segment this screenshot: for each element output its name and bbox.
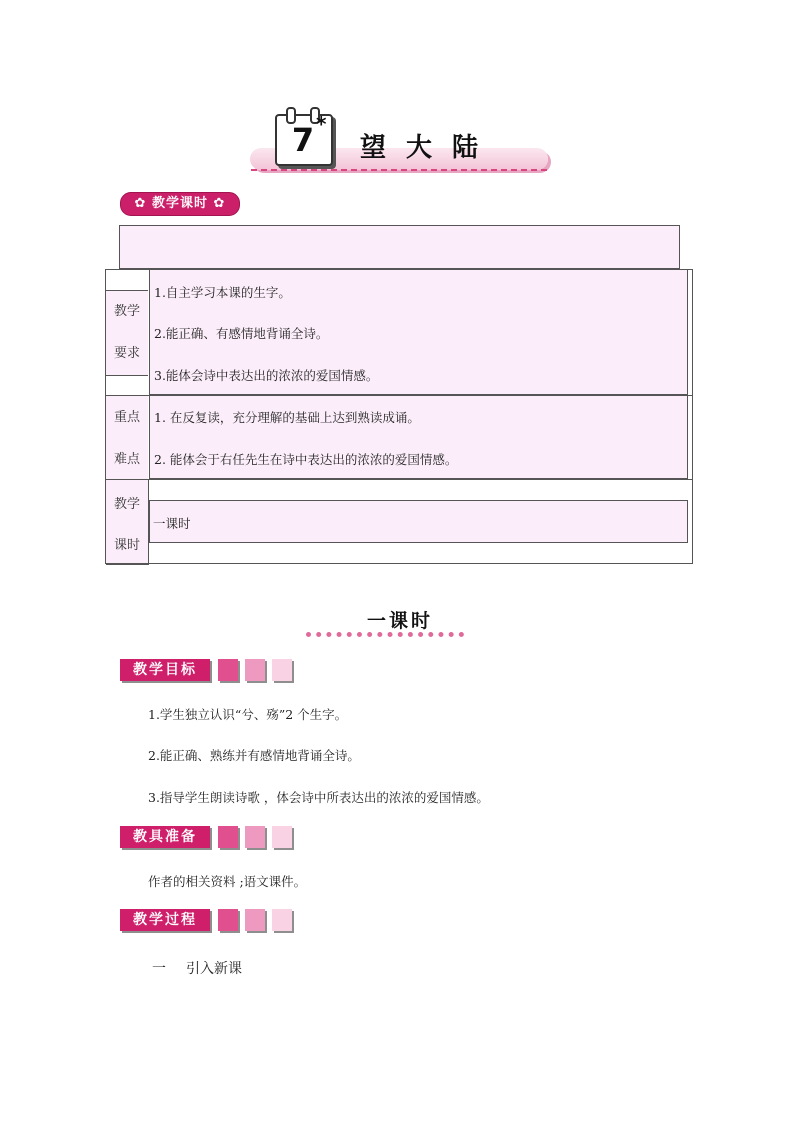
star-icon: ✿ — [213, 196, 226, 211]
requirement-item: 3.能体会诗中表达出的浓浓的爱国情感。 — [154, 368, 379, 383]
key-point-item: 1. 在反复读，充分理解的基础上达到熟读成诵。 — [154, 410, 420, 425]
goal-item: 3.指导学生朗读诗歌 ，体会诗中所表达出的浓浓的爱国情感。 — [148, 790, 489, 805]
title-dashed-underline — [251, 169, 547, 171]
requirements-label-1: 教学 — [113, 304, 140, 319]
goal-item: 2.能正确、熟练并有感情地背诵全诗。 — [148, 748, 360, 763]
lesson-number: 7 — [291, 121, 315, 159]
lesson-time-tag — [120, 192, 240, 216]
requirement-item: 2.能正确、有感情地背诵全诗。 — [154, 326, 329, 341]
decor-square-icon — [245, 659, 265, 681]
tools-label: 教具准备 — [120, 826, 210, 848]
hours-label-1: 教学 — [113, 497, 140, 512]
goals-label: 教学目标 — [120, 659, 210, 681]
table-row-divider — [106, 479, 692, 480]
decor-square-icon — [245, 826, 265, 848]
decor-square-icon — [272, 909, 292, 931]
process-label: 教学过程 — [120, 909, 210, 931]
section-heading-underline — [306, 632, 464, 637]
decor-square-icon — [218, 909, 238, 931]
decor-square-icon — [218, 826, 238, 848]
process-step-title: 引入新课 — [186, 961, 242, 977]
requirements-label-cell — [106, 290, 148, 376]
table-frame-right — [692, 269, 693, 564]
table-bottom-line — [106, 563, 693, 564]
key-point-item: 2. 能体会于右任先生在诗中表达出的浓浓的爱国情感。 — [154, 452, 458, 467]
decor-square-icon — [245, 909, 265, 931]
key-points-label-1: 重点 — [113, 410, 140, 425]
lesson-star: * — [316, 112, 327, 136]
page-title: 望大陆 — [360, 133, 499, 163]
decor-square-icon — [272, 826, 292, 848]
section-heading: 一课时 — [366, 610, 433, 632]
lesson-time-tag-label: 教学课时 — [151, 196, 208, 211]
requirements-label-2: 要求 — [113, 346, 140, 361]
hours-cell — [149, 500, 688, 543]
decor-square-icon — [218, 659, 238, 681]
decor-square-icon — [272, 659, 292, 681]
star-icon: ✿ — [134, 196, 147, 211]
hours-value: 一课时 — [153, 516, 191, 531]
key-points-label-2: 难点 — [113, 452, 140, 467]
process-step-number: 一 — [152, 961, 166, 977]
hours-label-2: 课时 — [113, 538, 140, 553]
table-top-empty-cell — [119, 225, 680, 269]
tools-text: 作者的相关资料 ;语文课件。 — [148, 874, 307, 889]
requirement-item: 1.自主学习本课的生字。 — [154, 285, 291, 300]
goal-item: 1.学生独立认识“兮、殇”2 个生字。 — [148, 707, 348, 722]
